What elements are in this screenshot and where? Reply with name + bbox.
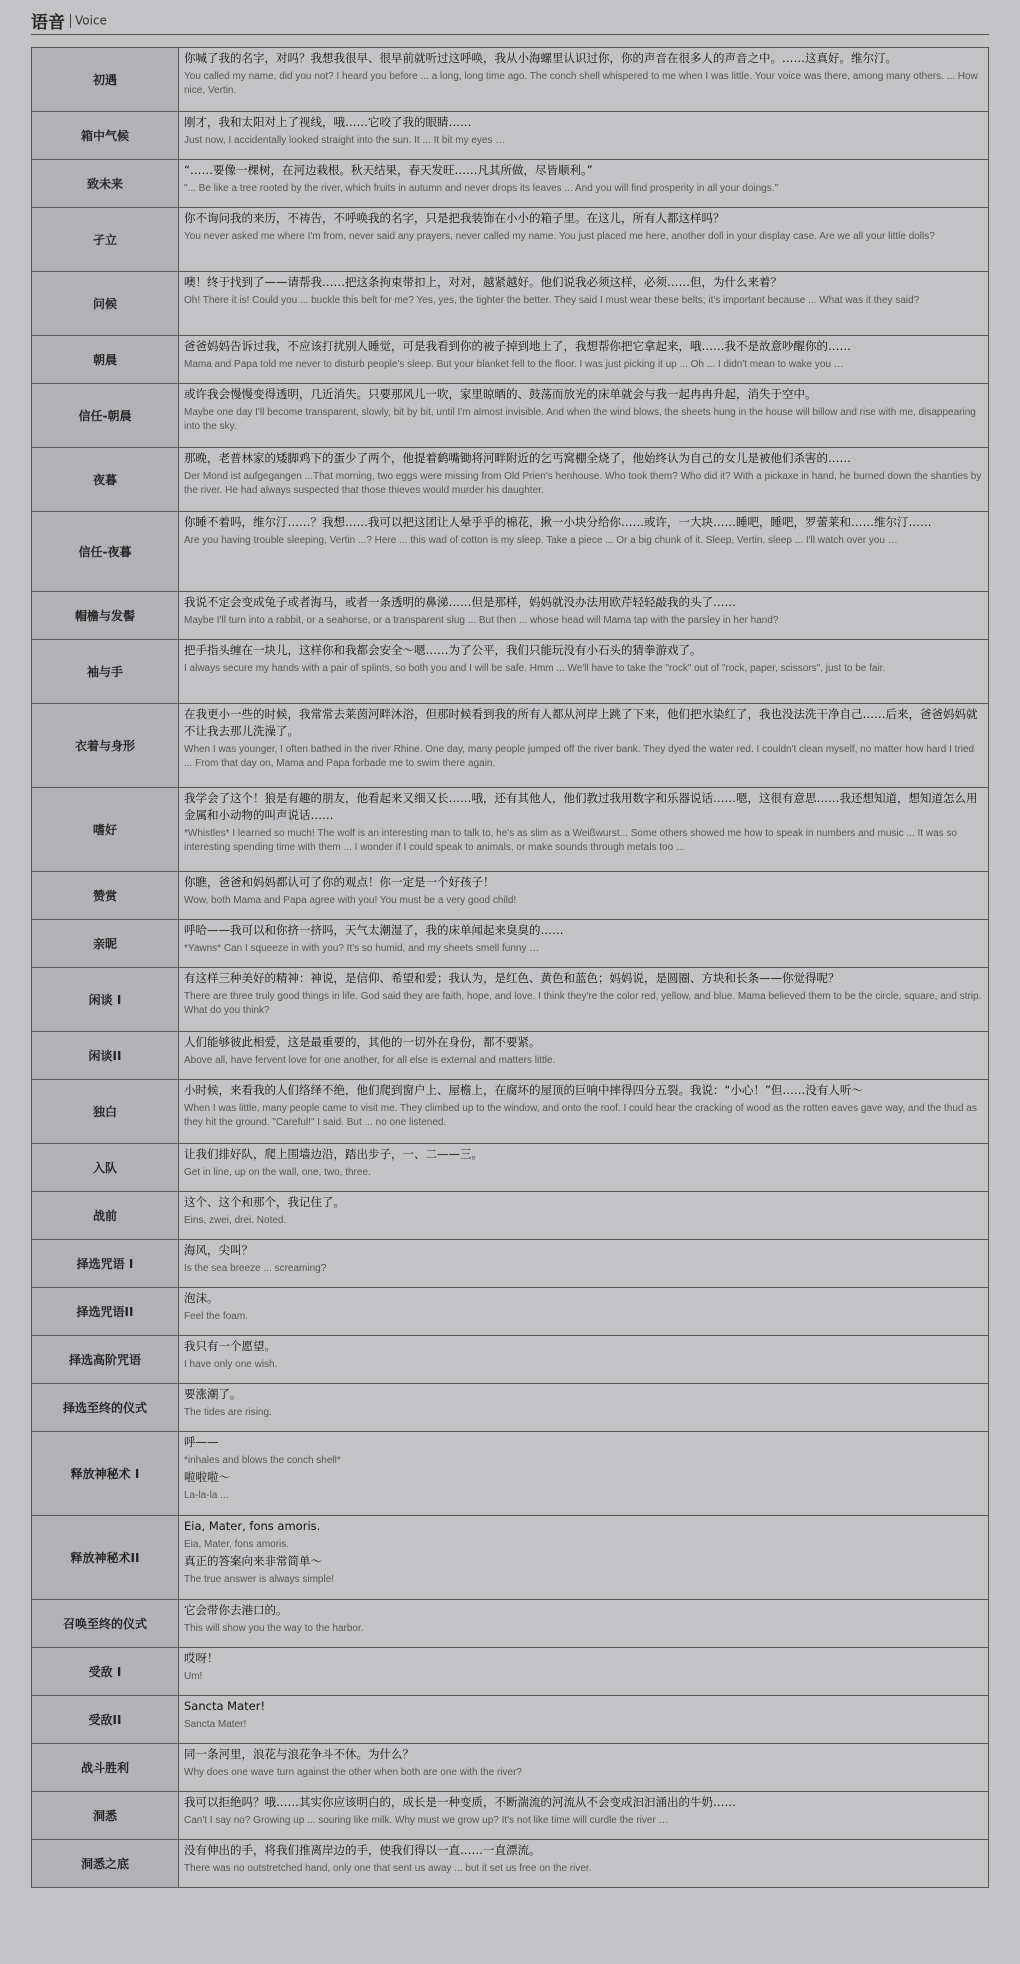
voice-label: 释放神秘术 I [32, 1432, 179, 1516]
voice-row [32, 640, 989, 704]
voice-row [32, 272, 989, 336]
voice-line [179, 872, 989, 920]
voice-text-zh: 同一条河里，浪花与浪花争斗不休。为什么？ [184, 1747, 414, 1761]
voice-label: 召唤至终的仪式 [32, 1600, 179, 1648]
voice-text-en: The true answer is always simple! [184, 1574, 335, 1585]
voice-label: 战前 [32, 1192, 179, 1240]
voice-text-zh: 我学会了这个！狼是有趣的朋友，他看起来又细又长……哦，还有其他人，他们教过我用数字和乐器说话……嗯，这很有意思……我还想知道，想知道怎么用金属和小动物的叫声说话…… [184, 791, 978, 822]
voice-line [179, 112, 989, 160]
voice-text-en: *Whistles* I learned so much! The wolf is an interesting man to talk to, he's as slim as a Weißwurst... Some others showed me how to speak in numbers and music ... It was so interesting spending time with them ... I wonder if I could speak to animals, or make sounds through metals too ... [184, 828, 957, 853]
voice-row [32, 112, 989, 160]
voice-text-zh: 真正的答案向来非常简单～ [184, 1554, 322, 1568]
voice-label: 受敌 I [32, 1648, 179, 1696]
voice-text-en: Eins, zwei, drei. Noted. [184, 1215, 287, 1226]
voice-label: 初遇 [32, 48, 179, 112]
voice-line [179, 1288, 989, 1336]
voice-text-zh: 海风，尖叫？ [184, 1243, 253, 1257]
voice-row [32, 1696, 989, 1744]
voice-label: 孑立 [32, 208, 179, 272]
voice-text-zh: 啦啦啦～ [184, 1470, 230, 1484]
voice-text-en: Um! [184, 1671, 203, 1682]
voice-line [179, 1240, 989, 1288]
voice-line [179, 208, 989, 272]
voice-line [179, 1384, 989, 1432]
voice-label: 亲昵 [32, 920, 179, 968]
voice-text-en: I always secure my hands with a pair of splints, so both you and I will be safe. Hmm ... We'll have to take the "rock" out of "rock, paper, scissors", just to be fair. [184, 663, 886, 674]
voice-label: 闲谈 I [32, 968, 179, 1032]
voice-label: 独白 [32, 1080, 179, 1144]
voice-label: 箱中气候 [32, 112, 179, 160]
voice-label: 洞悉之底 [32, 1840, 179, 1888]
voice-text-zh: 把手指头缠在一块儿，这样你和我都会安全～嗯……为了公平，我们只能玩没有小石头的猜拳游戏了。 [184, 643, 702, 657]
voice-text-zh: 在我更小一些的时候，我常常去莱茵河畔沐浴，但那时候看到我的所有人都从河岸上跳了下来，他们把水染红了，我也没法洗干净自己……后来，爸爸妈妈就不让我去那儿洗澡了。 [184, 707, 978, 738]
voice-text-en: When I was younger, I often bathed in the river Rhine. One day, many people jumped off the river bank. They dyed the water red. I couldn't clean myself, no matter how hard I tried ... From that day on, Mama and Papa forbade me to swim there again. [184, 744, 975, 769]
voice-text-en: There are three truly good things in life. God said they are faith, hope, and love. I think they're the color red, yellow, and blue. Mama believed them to be the circle, square, and strip. What do you think? [184, 991, 982, 1016]
voice-row [32, 1516, 989, 1600]
voice-label: 信任-朝晨 [32, 384, 179, 448]
voice-line [179, 512, 989, 592]
voice-text-zh: 这个、这个和那个，我记住了。 [184, 1195, 345, 1209]
voice-line [179, 1516, 989, 1600]
voice-line [179, 1792, 989, 1840]
voice-text-en: Above all, have fervent love for one another, for all else is external and matters little. [184, 1055, 556, 1066]
voice-text-zh: “……要像一棵树，在河边栽根。秋天结果，春天发旺……凡其所做，尽皆顺利。” [184, 163, 593, 177]
voice-text-zh: 你不询问我的来历，不祷告，不呼唤我的名字，只是把我装饰在小小的箱子里。在这儿，所有人都这样吗？ [184, 211, 725, 225]
voice-row [32, 1600, 989, 1648]
voice-text-en: *inhales and blows the conch shell* [184, 1455, 341, 1466]
voice-line [179, 640, 989, 704]
voice-line [179, 1744, 989, 1792]
voice-text-en: La-la-la ... [184, 1490, 229, 1501]
voice-line [179, 272, 989, 336]
voice-text-zh: 我可以拒绝吗？哦……其实你应该明白的，成长是一种变质，不断湍流的河流从不会变成汩汩涌出的牛奶…… [184, 1795, 736, 1809]
voice-row [32, 968, 989, 1032]
voice-label: 释放神秘术II [32, 1516, 179, 1600]
voice-text-zh: 你喊了我的名字，对吗？我想我很早、很早前就听过这呼唤，我从小海螺里认识过你，你的声音在很多人的声音之中。……这真好。维尔汀。 [184, 51, 897, 65]
voice-label: 问候 [32, 272, 179, 336]
voice-text-en: Just now, I accidentally looked straight into the sun. It ... It bit my eyes … [184, 135, 506, 146]
voice-text-zh: 噢！终于找到了——请帮我……把这条拘束带扣上，对对，越紧越好。他们说我必须这样，必须……但，为什么来着？ [184, 275, 782, 289]
voice-line [179, 384, 989, 448]
voice-label: 帽檐与发髻 [32, 592, 179, 640]
voice-text-zh: 让我们排好队，爬上围墙边沿，踏出步子，一、二——三。 [184, 1147, 483, 1161]
voice-row [32, 1240, 989, 1288]
voice-row [32, 788, 989, 872]
page-header [31, 8, 989, 35]
voice-row [32, 1192, 989, 1240]
voice-label: 受敌II [32, 1696, 179, 1744]
title-divider [70, 14, 71, 28]
voice-line [179, 968, 989, 1032]
voice-text-en: Feel the foam. [184, 1311, 248, 1322]
voice-label: 洞悉 [32, 1792, 179, 1840]
voice-line [179, 920, 989, 968]
voice-line [179, 1432, 989, 1516]
voice-text-zh: 爸爸妈妈告诉过我，不应该打扰别人睡觉，可是我看到你的被子掉到地上了，我想帮你把它拿起来，哦……我不是故意吵醒你的…… [184, 339, 851, 353]
voice-row [32, 208, 989, 272]
voice-row [32, 448, 989, 512]
voice-row [32, 160, 989, 208]
voice-line [179, 1144, 989, 1192]
voice-label: 致未来 [32, 160, 179, 208]
voice-text-en: I have only one wish. [184, 1359, 278, 1370]
voice-text-en: When I was little, many people came to visit me. They climbed up to the window, and onto the roof. I could hear the cracking of wood as the rotten eaves gave way, and the thud as they hit the ground. "Careful!" I said. But ... no one listened. [184, 1103, 977, 1128]
voice-text-en: This will show you the way to the harbor. [184, 1623, 364, 1634]
voice-line [179, 1840, 989, 1888]
voice-label: 择选高阶咒语 [32, 1336, 179, 1384]
voice-text-en: There was no outstretched hand, only one that sent us away ... but it set us free on the river. [184, 1863, 592, 1874]
voice-row [32, 48, 989, 112]
voice-label: 择选咒语 I [32, 1240, 179, 1288]
voice-text-en: Get in line, up on the wall, one, two, three. [184, 1167, 371, 1178]
voice-text-en: *Yawns* Can I squeeze in with you? It's so humid, and my sheets smell funny … [184, 943, 540, 954]
voice-line [179, 48, 989, 112]
voice-row [32, 592, 989, 640]
voice-row [32, 512, 989, 592]
voice-label: 赞赏 [32, 872, 179, 920]
voice-label: 信任-夜暮 [32, 512, 179, 592]
voice-row [32, 872, 989, 920]
page-title: 语音 [31, 13, 65, 33]
voice-line [179, 1192, 989, 1240]
voice-text-zh: 那晚，老普林家的矮脚鸡下的蛋少了两个，他提着鹤嘴锄将河畔附近的乞丐窝棚全烧了，他始终认为自己的女儿是被他们杀害的…… [184, 451, 851, 465]
voice-text-zh: Eia, Mater, fons amoris. [184, 1519, 321, 1533]
voice-text-zh: 要涨潮了。 [184, 1387, 242, 1401]
voice-line [179, 1336, 989, 1384]
voice-text-en: You called my name, did you not? I heard you before ... a long, long time ago. The conch shell whispered to me when I was little. Your voice was there, among many others. ... How nice, Vertin. [184, 71, 978, 96]
voice-line [179, 1032, 989, 1080]
voice-text-zh: 呼—— [184, 1435, 219, 1449]
voice-table [31, 47, 989, 1888]
voice-text-zh: 你瞧，爸爸和妈妈都认可了你的观点！你一定是一个好孩子！ [184, 875, 495, 889]
voice-label: 朝晨 [32, 336, 179, 384]
voice-row [32, 1336, 989, 1384]
voice-text-en: Sancta Mater! [184, 1719, 247, 1730]
voice-text-zh: 我只有一个愿望。 [184, 1339, 276, 1353]
voice-text-zh: 呼哈——我可以和你挤一挤吗，天气太潮湿了，我的床单闻起来臭臭的…… [184, 923, 564, 937]
voice-line [179, 1648, 989, 1696]
voice-row [32, 1032, 989, 1080]
voice-line [179, 448, 989, 512]
voice-label: 嗜好 [32, 788, 179, 872]
page-subtitle: Voice [75, 13, 107, 28]
voice-text-en: Eia, Mater, fons amoris. [184, 1539, 290, 1550]
voice-text-en: "... Be like a tree rooted by the river, which fruits in autumn and never drops its leaves ... And you will find prosperity in all your doings." [184, 183, 779, 194]
voice-label: 袖与手 [32, 640, 179, 704]
voice-label: 择选咒语II [32, 1288, 179, 1336]
voice-row [32, 336, 989, 384]
voice-label: 衣着与身形 [32, 704, 179, 788]
voice-line [179, 336, 989, 384]
voice-row [32, 1080, 989, 1144]
voice-line [179, 592, 989, 640]
voice-row [32, 1792, 989, 1840]
voice-text-zh: 我说不定会变成兔子或者海马，或者一条透明的鼻涕……但是那样，妈妈就没办法用欧芹轻轻敲我的头了…… [184, 595, 736, 609]
voice-line [179, 1080, 989, 1144]
voice-row [32, 384, 989, 448]
voice-line [179, 788, 989, 872]
voice-row [32, 704, 989, 788]
voice-row [32, 1432, 989, 1516]
voice-text-zh: 人们能够彼此相爱，这是最重要的，其他的一切外在身份，都不要紧。 [184, 1035, 541, 1049]
voice-text-zh: 或许我会慢慢变得透明，几近消失。只要那风儿一吹，家里晾晒的、鼓荡而放光的床单就会与我一起冉冉升起，消失于空中。 [184, 387, 817, 401]
voice-line [179, 160, 989, 208]
voice-text-zh: 刚才，我和太阳对上了视线，哦……它咬了我的眼睛…… [184, 115, 472, 129]
voice-text-en: Der Mond ist aufgegangen ...That morning, two eggs were missing from Old Prien's henhouse. Who took them? Who did it? With a pickaxe in hand, he burned down the shanties by the river. He had always suspected that those thieves would murder his daughter. [184, 471, 982, 496]
voice-row [32, 1648, 989, 1696]
voice-text-en: Maybe I'll turn into a rabbit, or a seahorse, or a transparent slug ... But then ... whose head will Mama tap with the parsley in her hand? [184, 615, 779, 626]
voice-line [179, 704, 989, 788]
voice-text-zh: 小时候，来看我的人们络绎不绝，他们爬到窗户上、屋檐上，在腐坏的屋顶的巨响中摔得四分五裂。我说：“小心！”但……没有人听～ [184, 1083, 863, 1097]
voice-row [32, 1288, 989, 1336]
voice-text-zh: 它会带你去港口的。 [184, 1603, 288, 1617]
voice-label: 入队 [32, 1144, 179, 1192]
voice-text-en: Why does one wave turn against the other when both are one with the river? [184, 1767, 522, 1778]
voice-row [32, 920, 989, 968]
voice-row [32, 1144, 989, 1192]
voice-text-en: You never asked me where I'm from, never said any prayers, never called my name. You just placed me here, another doll in your display case. Are we all your little dolls? [184, 231, 935, 242]
voice-text-zh: 哎呀！ [184, 1651, 219, 1665]
voice-text-zh: Sancta Mater! [184, 1699, 266, 1713]
voice-row [32, 1384, 989, 1432]
voice-text-en: Can't I say no? Growing up ... souring like milk. Why must we grow up? It's not like time will curdle the river … [184, 1815, 669, 1826]
voice-row [32, 1744, 989, 1792]
voice-text-en: Oh! There it is! Could you ... buckle this belt for me? Yes, yes, the tighter the better. They said I must wear these belts; it's important because ... What was it they said? [184, 295, 920, 306]
voice-text-zh: 有这样三种美好的精神：神说，是信仰、希望和爱；我认为，是红色、黄色和蓝色；妈妈说，是圆圈、方块和长条——你觉得呢？ [184, 971, 840, 985]
voice-text-en: Are you having trouble sleeping, Vertin ...? Here ... this wad of cotton is my sleep. Take a piece ... Or a big chunk of it. Sleep, Vertin, sleep ... I'll watch over you … [184, 535, 898, 546]
voice-row [32, 1840, 989, 1888]
voice-label: 夜暮 [32, 448, 179, 512]
voice-text-en: Maybe one day I'll become transparent, slowly, bit by bit, until I'm almost invisible. And when the wind blows, the sheets hung in the house will billow and rise with me, disappearing into the sky. [184, 407, 976, 432]
voice-text-zh: 没有伸出的手，将我们推离岸边的手，使我们得以一直……一直漂流。 [184, 1843, 541, 1857]
voice-text-zh: 泡沫。 [184, 1291, 219, 1305]
voice-label: 战斗胜利 [32, 1744, 179, 1792]
voice-label: 择选至终的仪式 [32, 1384, 179, 1432]
voice-text-en: Mama and Papa told me never to disturb people's sleep. But your blanket fell to the floor. I was just picking it up ... Oh ... I didn't mean to wake you … [184, 359, 844, 370]
voice-line [179, 1696, 989, 1744]
voice-text-en: Wow, both Mama and Papa agree with you! You must be a very good child! [184, 895, 517, 906]
voice-text-en: Is the sea breeze ... screaming? [184, 1263, 327, 1274]
voice-label: 闲谈II [32, 1032, 179, 1080]
voice-text-en: The tides are rising. [184, 1407, 272, 1418]
voice-text-zh: 你睡不着吗，维尔汀……？我想……我可以把这团让人晕乎乎的棉花，揪一小块分给你……或许，一大块……睡吧，睡吧，罗蕾莱和……维尔汀…… [184, 515, 932, 529]
voice-line [179, 1600, 989, 1648]
